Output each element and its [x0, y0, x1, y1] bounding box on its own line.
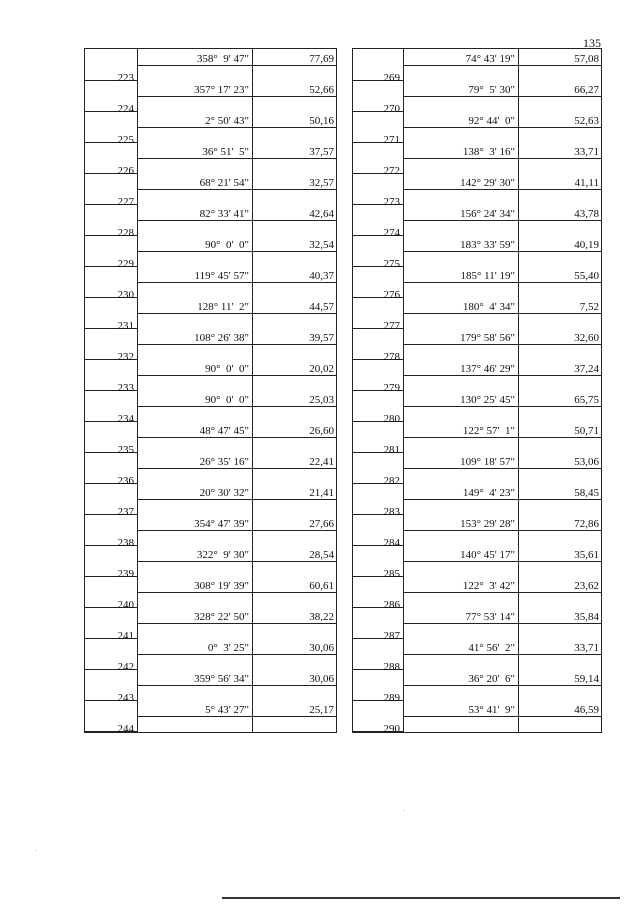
point-number: 239: [117, 568, 134, 580]
segment-distance: 33,71: [574, 146, 599, 158]
table-row-rule: [137, 251, 336, 252]
table-row-rule: [137, 189, 336, 190]
point-number: 243: [117, 692, 134, 704]
bearing-angle: 185° 11' 19": [460, 270, 515, 282]
bearing-angle: 90° 0' 0": [205, 363, 249, 375]
point-number: 289: [383, 692, 400, 704]
segment-distance: 40,37: [309, 270, 334, 282]
bearing-angle: 108° 26' 38": [194, 332, 249, 344]
bearing-angle: 77° 53' 14": [465, 611, 515, 623]
bearing-angle: 322° 9' 30": [196, 549, 249, 561]
bearing-angle: 328° 22' 50": [194, 611, 249, 623]
table-row-rule: [403, 96, 601, 97]
point-number: 278: [383, 351, 400, 363]
bearing-angle: 5° 43' 27": [205, 704, 249, 716]
segment-distance: 26,60: [309, 425, 334, 437]
segment-distance: 44,57: [309, 301, 334, 313]
point-number: 236: [117, 475, 134, 487]
bearing-angle: 119° 45' 57": [194, 270, 249, 282]
segment-distance: 37,57: [309, 146, 334, 158]
point-number: 235: [117, 444, 134, 456]
bearing-angle: 82° 33' 41": [199, 208, 249, 220]
segment-distance: 23,62: [574, 580, 599, 592]
table-row-rule: [403, 375, 601, 376]
segment-distance: 66,27: [574, 84, 599, 96]
table-row-rule: [403, 685, 601, 686]
point-number: 232: [117, 351, 134, 363]
table-row-rule: [403, 530, 601, 531]
table-row-rule: [137, 468, 336, 469]
segment-distance: 22,41: [309, 456, 334, 468]
table-row-rule: [137, 344, 336, 345]
table-row-rule: [137, 499, 336, 500]
point-number: 284: [383, 537, 400, 549]
point-number: 288: [383, 661, 400, 673]
point-number: 287: [383, 630, 400, 642]
table-row-rule: [403, 158, 601, 159]
table-row-rule: [403, 220, 601, 221]
point-number: 226: [117, 165, 134, 177]
point-number: 230: [117, 289, 134, 301]
table-row-rule: [403, 561, 601, 562]
table-row-rule: [137, 127, 336, 128]
segment-distance: 41,11: [574, 177, 599, 189]
table-row-rule: [137, 654, 336, 655]
bearing-angle: 90° 0' 0": [205, 394, 249, 406]
bearing-angle: 138° 3' 16": [462, 146, 515, 158]
point-number: 240: [117, 599, 134, 611]
table-row-rule: [403, 65, 601, 66]
point-number: 283: [383, 506, 400, 518]
bearing-angle: 36° 51' 5": [202, 146, 249, 158]
segment-distance: 60,61: [309, 580, 334, 592]
point-number: 272: [383, 165, 400, 177]
table-row-rule: [137, 406, 336, 407]
segment-distance: 35,61: [574, 549, 599, 561]
coordinate-table-right: [352, 48, 602, 733]
point-number: 228: [117, 227, 134, 239]
segment-distance: 42,64: [309, 208, 334, 220]
point-number: 223: [117, 72, 134, 84]
bearing-angle: 74° 43' 19": [465, 53, 515, 65]
point-number: 238: [117, 537, 134, 549]
segment-distance: 58,45: [574, 487, 599, 499]
point-number: 242: [117, 661, 134, 673]
bearing-angle: 140° 45' 17": [460, 549, 515, 561]
table-row-rule: [403, 313, 601, 314]
bearing-angle: 358° 9' 47": [196, 53, 249, 65]
point-number: 271: [383, 134, 400, 146]
point-number: 275: [383, 258, 400, 270]
segment-distance: 43,78: [574, 208, 599, 220]
point-number: 237: [117, 506, 134, 518]
table-row-rule: [403, 127, 601, 128]
point-number: 286: [383, 599, 400, 611]
segment-distance: 50,71: [574, 425, 599, 437]
bearing-angle: 149° 4' 23": [462, 487, 515, 499]
segment-distance: 37,24: [574, 363, 599, 375]
segment-distance: 21,41: [309, 487, 334, 499]
segment-distance: 55,40: [574, 270, 599, 282]
point-number: 225: [117, 134, 134, 146]
table-row-rule: [403, 282, 601, 283]
segment-distance: 20,02: [309, 363, 334, 375]
bearing-angle: 26° 35' 16": [199, 456, 249, 468]
table-row-rule: [403, 716, 601, 717]
point-number: 231: [117, 320, 134, 332]
bearing-angle: 36° 20' 6": [468, 673, 515, 685]
point-number: 270: [383, 103, 400, 115]
table-row-rule: [137, 282, 336, 283]
bearing-angle: 0° 3' 25": [207, 642, 249, 654]
point-number: 281: [383, 444, 400, 456]
point-number: 229: [117, 258, 134, 270]
segment-distance: 32,54: [309, 239, 334, 251]
segment-distance: 32,60: [574, 332, 599, 344]
table-row-rule: [403, 406, 601, 407]
segment-distance: 65,75: [574, 394, 599, 406]
bearing-angle: 183° 33' 59": [460, 239, 515, 251]
bearing-angle: 357° 17' 23": [194, 84, 249, 96]
bearing-angle: 354° 47' 39": [194, 518, 249, 530]
table-row-rule: [403, 189, 601, 190]
segment-distance: 25,03: [309, 394, 334, 406]
table-row-rule: [403, 468, 601, 469]
segment-distance: 59,14: [574, 673, 599, 685]
point-number: 234: [117, 413, 134, 425]
bearing-angle: 359° 56' 34": [194, 673, 249, 685]
table-row-rule: [403, 592, 601, 593]
point-number: 285: [383, 568, 400, 580]
bearing-angle: 137° 46' 29": [460, 363, 515, 375]
bearing-angle: 179° 58' 56": [460, 332, 515, 344]
segment-distance: 77,69: [309, 53, 334, 65]
table-row-rule: [137, 96, 336, 97]
table-row-rule: [137, 716, 336, 717]
table-row-rule: [137, 592, 336, 593]
table-row-rule: [137, 623, 336, 624]
table-row-rule: [137, 530, 336, 531]
segment-distance: 46,59: [574, 704, 599, 716]
point-number: 277: [383, 320, 400, 332]
table-row-rule: [403, 623, 601, 624]
table-row-rule: [403, 251, 601, 252]
segment-distance: 53,06: [574, 456, 599, 468]
bearing-angle: 180° 4' 34": [462, 301, 515, 313]
table-row-rule: [403, 437, 601, 438]
point-number: 273: [383, 196, 400, 208]
segment-distance: 72,86: [574, 518, 599, 530]
table-row-rule: [137, 375, 336, 376]
table-row-rule: [137, 685, 336, 686]
segment-distance: 50,16: [309, 115, 334, 127]
bearing-angle: 128° 11' 2": [197, 301, 249, 313]
segment-distance: 32,57: [309, 177, 334, 189]
point-number: 282: [383, 475, 400, 487]
segment-distance: 57,08: [574, 53, 599, 65]
table-row-rule: [403, 344, 601, 345]
page-number: 135: [583, 36, 601, 50]
point-number: 233: [117, 382, 134, 394]
point-number: 227: [117, 196, 134, 208]
segment-distance: 27,66: [309, 518, 334, 530]
point-number: 279: [383, 382, 400, 394]
table-row-rule: [403, 654, 601, 655]
segment-distance: 40,19: [574, 239, 599, 251]
bearing-angle: 90° 0' 0": [205, 239, 249, 251]
bearing-angle: 130° 25' 45": [460, 394, 515, 406]
segment-distance: 33,71: [574, 642, 599, 654]
point-number: 244: [117, 723, 134, 735]
table-row-rule: [137, 65, 336, 66]
segment-distance: 25,17: [309, 704, 334, 716]
bearing-angle: 41° 56' 2": [468, 642, 515, 654]
point-number: 290: [383, 723, 400, 735]
table-row-rule: [137, 158, 336, 159]
bearing-angle: 2° 50' 43": [205, 115, 249, 127]
segment-distance: 7,52: [579, 301, 599, 313]
point-number: 280: [383, 413, 400, 425]
bearing-angle: 156° 24' 34": [460, 208, 515, 220]
bearing-angle: 48° 47' 45": [199, 425, 249, 437]
bearing-angle: 53° 41' 9": [468, 704, 515, 716]
bearing-angle: 153° 29' 28": [460, 518, 515, 530]
bearing-angle: 122° 57' 1": [462, 425, 515, 437]
bearing-angle: 308° 19' 39": [194, 580, 249, 592]
table-row-rule: [403, 499, 601, 500]
table-row-rule: [137, 561, 336, 562]
segment-distance: 39,57: [309, 332, 334, 344]
bearing-angle: 20° 30' 32": [199, 487, 249, 499]
bearing-angle: 79° 5' 30": [468, 84, 515, 96]
table-row-rule: [137, 220, 336, 221]
segment-distance: 38,22: [309, 611, 334, 623]
point-number: 224: [117, 103, 134, 115]
coordinate-table-left: [84, 48, 337, 733]
point-number: 274: [383, 227, 400, 239]
segment-distance: 28,54: [309, 549, 334, 561]
point-number: 269: [383, 72, 400, 84]
footer-rule: [222, 897, 620, 899]
bearing-angle: 68° 21' 54": [199, 177, 249, 189]
bearing-angle: 92° 44' 0": [468, 115, 515, 127]
segment-distance: 52,66: [309, 84, 334, 96]
point-number: 276: [383, 289, 400, 301]
scan-speck: [36, 850, 37, 851]
bearing-angle: 142° 29' 30": [460, 177, 515, 189]
bearing-angle: 122° 3' 42": [462, 580, 515, 592]
segment-distance: 35,84: [574, 611, 599, 623]
bearing-angle: 109° 18' 57": [460, 456, 515, 468]
segment-distance: 30,06: [309, 673, 334, 685]
point-number: 241: [117, 630, 134, 642]
segment-distance: 30,06: [309, 642, 334, 654]
table-row-rule: [137, 313, 336, 314]
scan-speck: [404, 810, 405, 811]
table-row-rule: [137, 437, 336, 438]
segment-distance: 52,63: [574, 115, 599, 127]
